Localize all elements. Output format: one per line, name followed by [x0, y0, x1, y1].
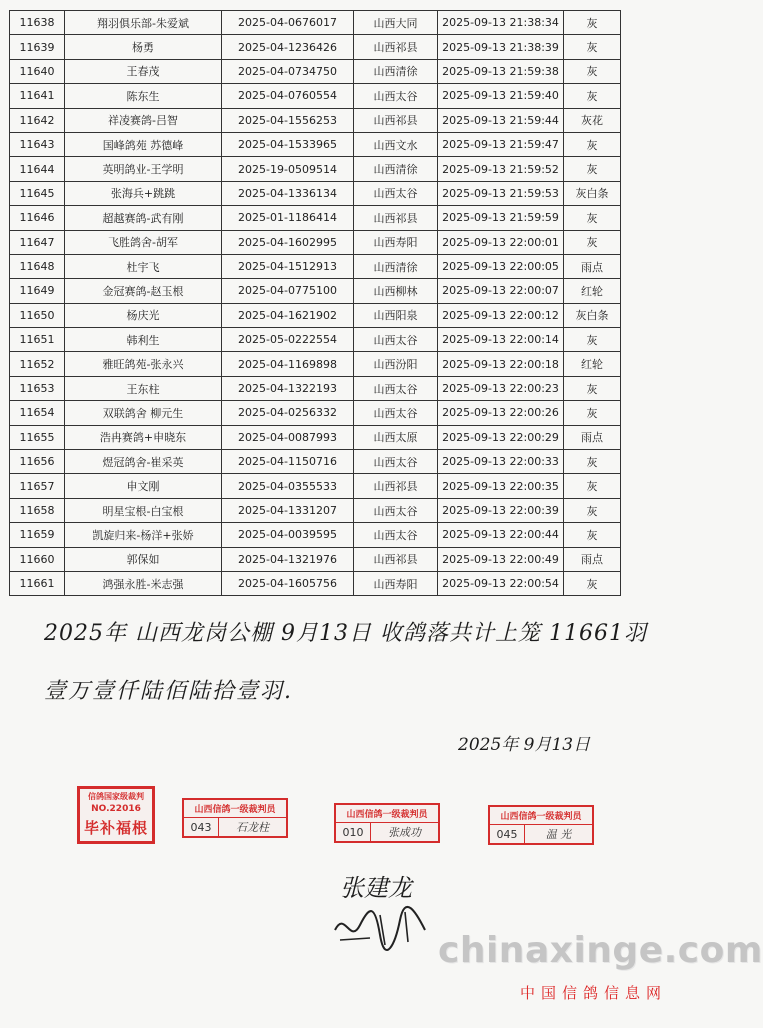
cell-owner: 凯旋归来-杨洋+张娇	[65, 523, 222, 547]
handwritten-date: 2025年 9月13日	[458, 735, 591, 755]
cell-rank: 11661	[10, 571, 65, 595]
cell-feather-color: 雨点	[564, 425, 621, 449]
table-row	[10, 181, 621, 205]
cell-feather-color: 灰	[564, 35, 621, 59]
cell-rank: 11644	[10, 157, 65, 181]
cell-feather-color: 灰白条	[564, 181, 621, 205]
cell-arrival-time: 2025-09-13 21:59:38	[438, 59, 564, 83]
cell-ring-number: 2025-04-0676017	[222, 11, 354, 35]
table-row	[10, 547, 621, 571]
cell-owner: 杜宇飞	[65, 254, 222, 278]
table-row	[10, 425, 621, 449]
cell-feather-color: 红轮	[564, 279, 621, 303]
handwritten-total-words: 壹万壹仟陆佰陆拾壹羽.	[44, 679, 293, 704]
cell-owner: 国峰鸽苑 苏德峰	[65, 132, 222, 156]
cell-owner: 煜冠鸽舍-崔采英	[65, 450, 222, 474]
cell-ring-number: 2025-05-0222554	[222, 328, 354, 352]
cell-rank: 11638	[10, 11, 65, 35]
cell-ring-number: 2025-04-1533965	[222, 132, 354, 156]
cell-arrival-time: 2025-09-13 22:00:07	[438, 279, 564, 303]
cell-region: 山西太谷	[354, 376, 438, 400]
cell-owner: 韩利生	[65, 328, 222, 352]
cell-feather-color: 灰	[564, 401, 621, 425]
cell-arrival-time: 2025-09-13 21:59:53	[438, 181, 564, 205]
cell-rank: 11660	[10, 547, 65, 571]
cell-rank: 11654	[10, 401, 65, 425]
cell-feather-color: 灰	[564, 206, 621, 230]
cell-rank: 11645	[10, 181, 65, 205]
table-row	[10, 376, 621, 400]
cell-region: 山西阳泉	[354, 303, 438, 327]
cell-ring-number: 2025-04-0087993	[222, 425, 354, 449]
cell-arrival-time: 2025-09-13 22:00:39	[438, 498, 564, 522]
cell-rank: 11642	[10, 108, 65, 132]
table-row	[10, 352, 621, 376]
cell-rank: 11653	[10, 376, 65, 400]
cell-feather-color: 灰	[564, 11, 621, 35]
cell-owner: 英明鸽业-王学明	[65, 157, 222, 181]
cell-feather-color: 红轮	[564, 352, 621, 376]
cell-feather-color: 灰	[564, 571, 621, 595]
table-row	[10, 132, 621, 156]
table-row	[10, 571, 621, 595]
signature-scribble-icon	[330, 900, 430, 950]
watermark-domain: chinaxinge.com	[438, 930, 763, 971]
cell-arrival-time: 2025-09-13 22:00:12	[438, 303, 564, 327]
cell-arrival-time: 2025-09-13 21:59:47	[438, 132, 564, 156]
cell-owner: 超越赛鸽-武有刚	[65, 206, 222, 230]
results-table	[9, 10, 621, 596]
cell-region: 山西柳林	[354, 279, 438, 303]
cell-feather-color: 雨点	[564, 547, 621, 571]
cell-feather-color: 灰	[564, 59, 621, 83]
cell-arrival-time: 2025-09-13 22:00:18	[438, 352, 564, 376]
cell-arrival-time: 2025-09-13 21:38:39	[438, 35, 564, 59]
table-row	[10, 303, 621, 327]
table-row	[10, 11, 621, 35]
referee-seal	[488, 805, 594, 845]
cell-arrival-time: 2025-09-13 22:00:14	[438, 328, 564, 352]
referee-seal-number: 010	[336, 823, 371, 843]
cell-ring-number: 2025-04-0256332	[222, 401, 354, 425]
referee-seal-title: 山西信鸽一级裁判员	[184, 800, 286, 818]
cell-arrival-time: 2025-09-13 22:00:44	[438, 523, 564, 547]
national-seal-number: NO.22016	[91, 804, 141, 814]
table-row	[10, 230, 621, 254]
cell-arrival-time: 2025-09-13 21:59:52	[438, 157, 564, 181]
cell-region: 山西太谷	[354, 181, 438, 205]
cell-region: 山西祁县	[354, 35, 438, 59]
cell-arrival-time: 2025-09-13 22:00:29	[438, 425, 564, 449]
cell-owner: 翔羽俱乐部-朱爱斌	[65, 11, 222, 35]
cell-rank: 11651	[10, 328, 65, 352]
cell-rank: 11655	[10, 425, 65, 449]
cell-ring-number: 2025-04-1621902	[222, 303, 354, 327]
cell-rank: 11640	[10, 59, 65, 83]
cell-owner: 明星宝根-白宝根	[65, 498, 222, 522]
cell-owner: 雅旺鸽苑-张永兴	[65, 352, 222, 376]
referee-seal-number: 043	[184, 818, 219, 838]
cell-region: 山西太原	[354, 425, 438, 449]
signature-name: 张建龙	[340, 874, 412, 902]
cell-owner: 王春茂	[65, 59, 222, 83]
cell-feather-color: 灰	[564, 157, 621, 181]
cell-feather-color: 灰	[564, 498, 621, 522]
cell-region: 山西汾阳	[354, 352, 438, 376]
cell-region: 山西太谷	[354, 401, 438, 425]
cell-arrival-time: 2025-09-13 22:00:26	[438, 401, 564, 425]
cell-arrival-time: 2025-09-13 22:00:05	[438, 254, 564, 278]
cell-region: 山西祁县	[354, 474, 438, 498]
cell-arrival-time: 2025-09-13 21:59:44	[438, 108, 564, 132]
cell-ring-number: 2025-04-0039595	[222, 523, 354, 547]
cell-owner: 飞胜鸽舍-胡军	[65, 230, 222, 254]
table-row	[10, 35, 621, 59]
cell-arrival-time: 2025-09-13 22:00:23	[438, 376, 564, 400]
cell-arrival-time: 2025-09-13 22:00:54	[438, 571, 564, 595]
cell-region: 山西太谷	[354, 84, 438, 108]
table-row	[10, 157, 621, 181]
cell-ring-number: 2025-04-1512913	[222, 254, 354, 278]
cell-feather-color: 灰白条	[564, 303, 621, 327]
cell-ring-number: 2025-04-1556253	[222, 108, 354, 132]
cell-region: 山西祁县	[354, 108, 438, 132]
cell-arrival-time: 2025-09-13 21:59:59	[438, 206, 564, 230]
handwritten-summary-line: 2025年 山西龙岗公棚 9月13日 收鸽落共计上笼 11661羽	[44, 621, 647, 646]
cell-ring-number: 2025-04-0355533	[222, 474, 354, 498]
cell-ring-number: 2025-04-1150716	[222, 450, 354, 474]
referee-seal-number: 045	[490, 825, 525, 845]
cell-arrival-time: 2025-09-13 21:59:40	[438, 84, 564, 108]
cell-rank: 11658	[10, 498, 65, 522]
cell-owner: 双联鸽舍 柳元生	[65, 401, 222, 425]
cell-region: 山西祁县	[354, 547, 438, 571]
cell-arrival-time: 2025-09-13 21:38:34	[438, 11, 564, 35]
cell-region: 山西清徐	[354, 59, 438, 83]
referee-seal-title: 山西信鸽一级裁判员	[336, 805, 438, 823]
cell-owner: 祥凌赛鸽-吕智	[65, 108, 222, 132]
cell-feather-color: 灰	[564, 376, 621, 400]
cell-arrival-time: 2025-09-13 22:00:35	[438, 474, 564, 498]
cell-ring-number: 2025-04-1331207	[222, 498, 354, 522]
national-referee-seal	[77, 786, 155, 844]
cell-ring-number: 2025-04-0775100	[222, 279, 354, 303]
cell-region: 山西祁县	[354, 206, 438, 230]
cell-ring-number: 2025-04-1336134	[222, 181, 354, 205]
cell-region: 山西清徐	[354, 254, 438, 278]
table-row	[10, 328, 621, 352]
cell-feather-color: 灰	[564, 84, 621, 108]
cell-ring-number: 2025-04-0734750	[222, 59, 354, 83]
cell-ring-number: 2025-04-1236426	[222, 35, 354, 59]
referee-seal-name: 石龙柱	[236, 821, 269, 834]
cell-ring-number: 2025-04-1602995	[222, 230, 354, 254]
cell-region: 山西太谷	[354, 328, 438, 352]
cell-rank: 11643	[10, 132, 65, 156]
cell-feather-color: 灰	[564, 132, 621, 156]
cell-ring-number: 2025-04-1169898	[222, 352, 354, 376]
cell-owner: 浩冉赛鸽+申晓东	[65, 425, 222, 449]
cell-region: 山西太谷	[354, 523, 438, 547]
cell-rank: 11659	[10, 523, 65, 547]
cell-region: 山西太谷	[354, 498, 438, 522]
cell-ring-number: 2025-04-1605756	[222, 571, 354, 595]
cell-rank: 11641	[10, 84, 65, 108]
cell-rank: 11647	[10, 230, 65, 254]
cell-owner: 郭保如	[65, 547, 222, 571]
cell-region: 山西清徐	[354, 157, 438, 181]
referee-seal	[334, 803, 440, 843]
cell-region: 山西文水	[354, 132, 438, 156]
cell-arrival-time: 2025-09-13 22:00:33	[438, 450, 564, 474]
cell-feather-color: 灰	[564, 230, 621, 254]
cell-owner: 陈东生	[65, 84, 222, 108]
cell-region: 山西寿阳	[354, 230, 438, 254]
cell-feather-color: 灰	[564, 328, 621, 352]
referee-seal-name: 张成功	[388, 826, 421, 839]
cell-ring-number: 2025-04-1321976	[222, 547, 354, 571]
cell-ring-number: 2025-19-0509514	[222, 157, 354, 181]
cell-rank: 11646	[10, 206, 65, 230]
table-row	[10, 279, 621, 303]
referee-seal-title: 山西信鸽一级裁判员	[490, 807, 592, 825]
national-seal-title: 信鸽国家级裁判	[88, 792, 144, 801]
cell-owner: 杨庆光	[65, 303, 222, 327]
cell-feather-color: 灰	[564, 523, 621, 547]
table-row	[10, 498, 621, 522]
cell-rank: 11652	[10, 352, 65, 376]
cell-feather-color: 灰	[564, 474, 621, 498]
cell-rank: 11639	[10, 35, 65, 59]
cell-rank: 11656	[10, 450, 65, 474]
cell-arrival-time: 2025-09-13 22:00:01	[438, 230, 564, 254]
table-row	[10, 254, 621, 278]
table-row	[10, 206, 621, 230]
cell-region: 山西太谷	[354, 450, 438, 474]
cell-rank: 11649	[10, 279, 65, 303]
watermark-site-name: 中国信鸽信息网	[520, 984, 668, 1002]
cell-rank: 11650	[10, 303, 65, 327]
cell-feather-color: 灰花	[564, 108, 621, 132]
table-row	[10, 84, 621, 108]
cell-region: 山西大同	[354, 11, 438, 35]
national-seal-name: 毕补福根	[83, 819, 148, 837]
cell-feather-color: 灰	[564, 450, 621, 474]
cell-arrival-time: 2025-09-13 22:00:49	[438, 547, 564, 571]
cell-owner: 申文刚	[65, 474, 222, 498]
cell-owner: 杨勇	[65, 35, 222, 59]
results-table-container	[9, 10, 612, 596]
referee-seal-name: 温 光	[545, 828, 572, 841]
cell-rank: 11648	[10, 254, 65, 278]
cell-region: 山西寿阳	[354, 571, 438, 595]
table-row	[10, 523, 621, 547]
referee-seal	[182, 798, 288, 838]
cell-feather-color: 雨点	[564, 254, 621, 278]
cell-ring-number: 2025-04-0760554	[222, 84, 354, 108]
table-row	[10, 450, 621, 474]
cell-owner: 张海兵+跳跳	[65, 181, 222, 205]
table-row	[10, 59, 621, 83]
cell-owner: 金冠赛鸽-赵玉根	[65, 279, 222, 303]
table-row	[10, 108, 621, 132]
cell-ring-number: 2025-01-1186414	[222, 206, 354, 230]
cell-owner: 鸿强永胜-米志强	[65, 571, 222, 595]
cell-owner: 王东柱	[65, 376, 222, 400]
table-row	[10, 401, 621, 425]
table-row	[10, 474, 621, 498]
results-table-body	[10, 11, 621, 596]
cell-rank: 11657	[10, 474, 65, 498]
cell-ring-number: 2025-04-1322193	[222, 376, 354, 400]
